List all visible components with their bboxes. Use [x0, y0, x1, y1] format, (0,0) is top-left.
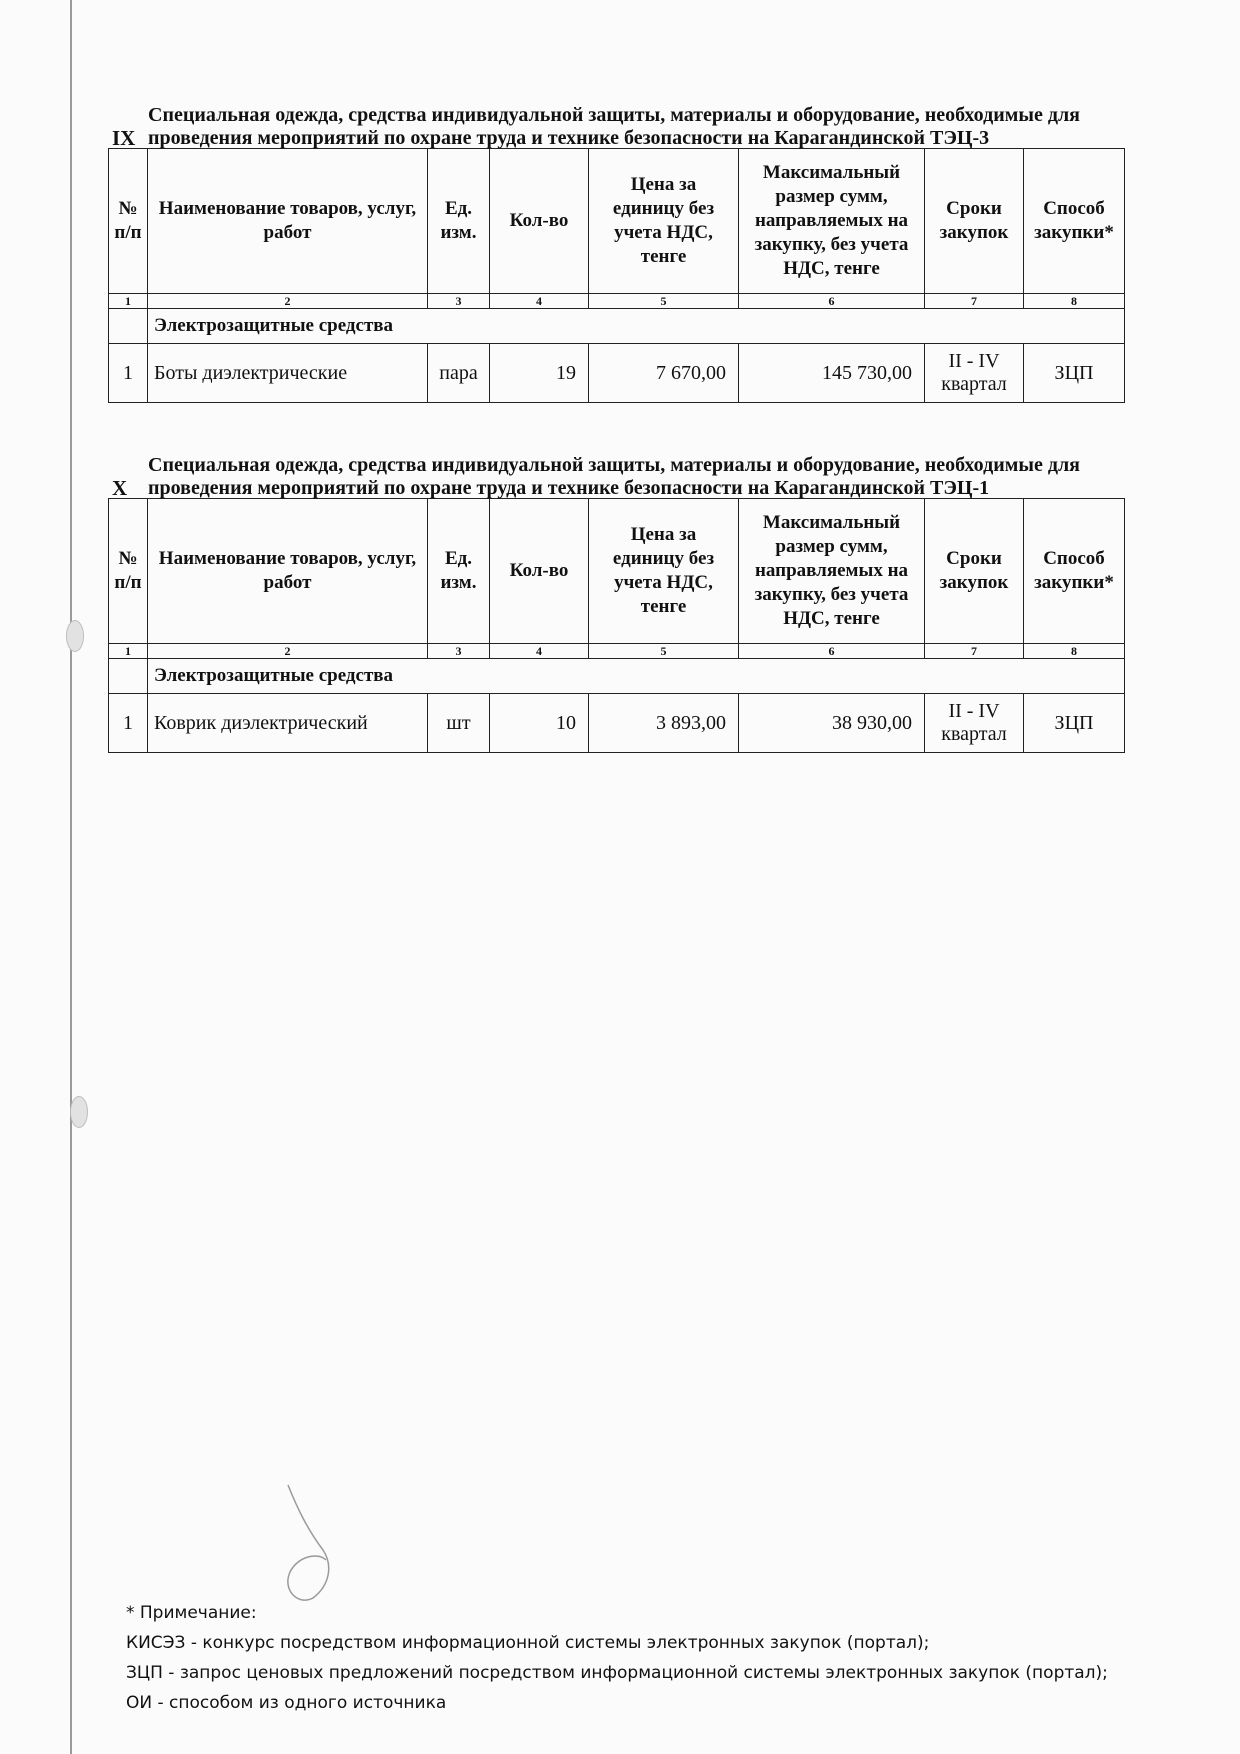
col-index: 1: [109, 294, 148, 309]
col-header-period: Сроки закупок: [925, 149, 1024, 294]
punch-hole-top: [66, 620, 84, 652]
footnote-line: ЗЦП - запрос ценовых предложений посредством информационной системы электронных закупок (портал);: [126, 1663, 1108, 1683]
group-label: Электрозащитные средства: [148, 659, 1125, 694]
col-header-unit: Ед. изм.: [428, 499, 490, 644]
group-label: Электрозащитные средства: [148, 309, 1125, 344]
row-period: II - IV квартал: [925, 694, 1024, 753]
punch-hole-bottom: [70, 1096, 88, 1128]
col-index: 1: [109, 644, 148, 659]
section-number: IX: [112, 126, 136, 150]
procurement-table: [108, 498, 1125, 753]
row-qty: 19: [490, 344, 589, 403]
col-header-num: № п/п: [109, 499, 148, 644]
col-index: 5: [589, 294, 739, 309]
col-index: 3: [428, 644, 490, 659]
section-title: Специальная одежда, средства индивидуальной защиты, материалы и оборудование, необходимые для проведения мероприятий по охране труда и технике безопасности на Карагандинской ТЭЦ-1: [148, 454, 1080, 499]
section-x: [108, 454, 1124, 753]
row-period: II - IV квартал: [925, 344, 1024, 403]
col-index: 4: [490, 644, 589, 659]
col-index: 4: [490, 294, 589, 309]
col-index: 7: [925, 294, 1024, 309]
footnote-heading: * Примечание:: [126, 1603, 257, 1623]
procurement-table: [108, 148, 1125, 403]
group-row: [109, 659, 1125, 694]
column-index-row: [109, 644, 1125, 659]
row-price: 3 893,00: [589, 694, 739, 753]
col-header-qty: Кол-во: [490, 149, 589, 294]
row-price: 7 670,00: [589, 344, 739, 403]
footnote: [126, 1598, 1136, 1718]
col-header-period: Сроки закупок: [925, 499, 1024, 644]
col-header-unit: Ед. изм.: [428, 149, 490, 294]
group-spacer: [109, 659, 148, 694]
row-num: 1: [109, 344, 148, 403]
table-row: [109, 344, 1125, 403]
col-header-qty: Кол-во: [490, 499, 589, 644]
col-index: 6: [739, 294, 925, 309]
row-method: ЗЦП: [1024, 344, 1125, 403]
column-index-row: [109, 294, 1125, 309]
section-header: [108, 454, 1124, 498]
row-unit: пара: [428, 344, 490, 403]
col-index: 7: [925, 644, 1024, 659]
row-unit: шт: [428, 694, 490, 753]
col-index: 8: [1024, 294, 1125, 309]
group-spacer: [109, 309, 148, 344]
col-index: 2: [148, 644, 428, 659]
row-name: Коврик диэлектрический: [148, 694, 428, 753]
footnote-line: ОИ - способом из одного источника: [126, 1693, 447, 1713]
row-qty: 10: [490, 694, 589, 753]
table-row: [109, 694, 1125, 753]
row-name: Боты диэлектрические: [148, 344, 428, 403]
col-header-method: Способ закупки*: [1024, 499, 1125, 644]
group-row: [109, 309, 1125, 344]
col-header-method: Способ закупки*: [1024, 149, 1125, 294]
table-header-row: [109, 499, 1125, 644]
col-index: 8: [1024, 644, 1125, 659]
col-header-num: № п/п: [109, 149, 148, 294]
col-header-price: Цена за единицу без учета НДС, тенге: [589, 149, 739, 294]
row-max-sum: 38 930,00: [739, 694, 925, 753]
table-header-row: [109, 149, 1125, 294]
col-header-price: Цена за единицу без учета НДС, тенге: [589, 499, 739, 644]
footnote-line: КИСЭЗ - конкурс посредством информационной системы электронных закупок (портал);: [126, 1633, 930, 1653]
row-max-sum: 145 730,00: [739, 344, 925, 403]
col-header-name: Наименование товаров, услуг, работ: [148, 149, 428, 294]
col-header-name: Наименование товаров, услуг, работ: [148, 499, 428, 644]
row-method: ЗЦП: [1024, 694, 1125, 753]
col-index: 6: [739, 644, 925, 659]
signature-scribble: [268, 1480, 368, 1610]
section-title: Специальная одежда, средства индивидуальной защиты, материалы и оборудование, необходимые для проведения мероприятий по охране труда и технике безопасности на Карагандинской ТЭЦ-3: [148, 104, 1080, 149]
col-index: 5: [589, 644, 739, 659]
col-index: 2: [148, 294, 428, 309]
col-header-max-sum: Максимальный размер сумм, направляемых на закупку, без учета НДС, тенге: [739, 499, 925, 644]
row-num: 1: [109, 694, 148, 753]
section-header: [108, 104, 1124, 148]
section-number: X: [112, 476, 128, 500]
col-header-max-sum: Максимальный размер сумм, направляемых на закупку, без учета НДС, тенге: [739, 149, 925, 294]
section-ix: [108, 104, 1124, 403]
col-index: 3: [428, 294, 490, 309]
binding-line: [70, 0, 72, 1754]
